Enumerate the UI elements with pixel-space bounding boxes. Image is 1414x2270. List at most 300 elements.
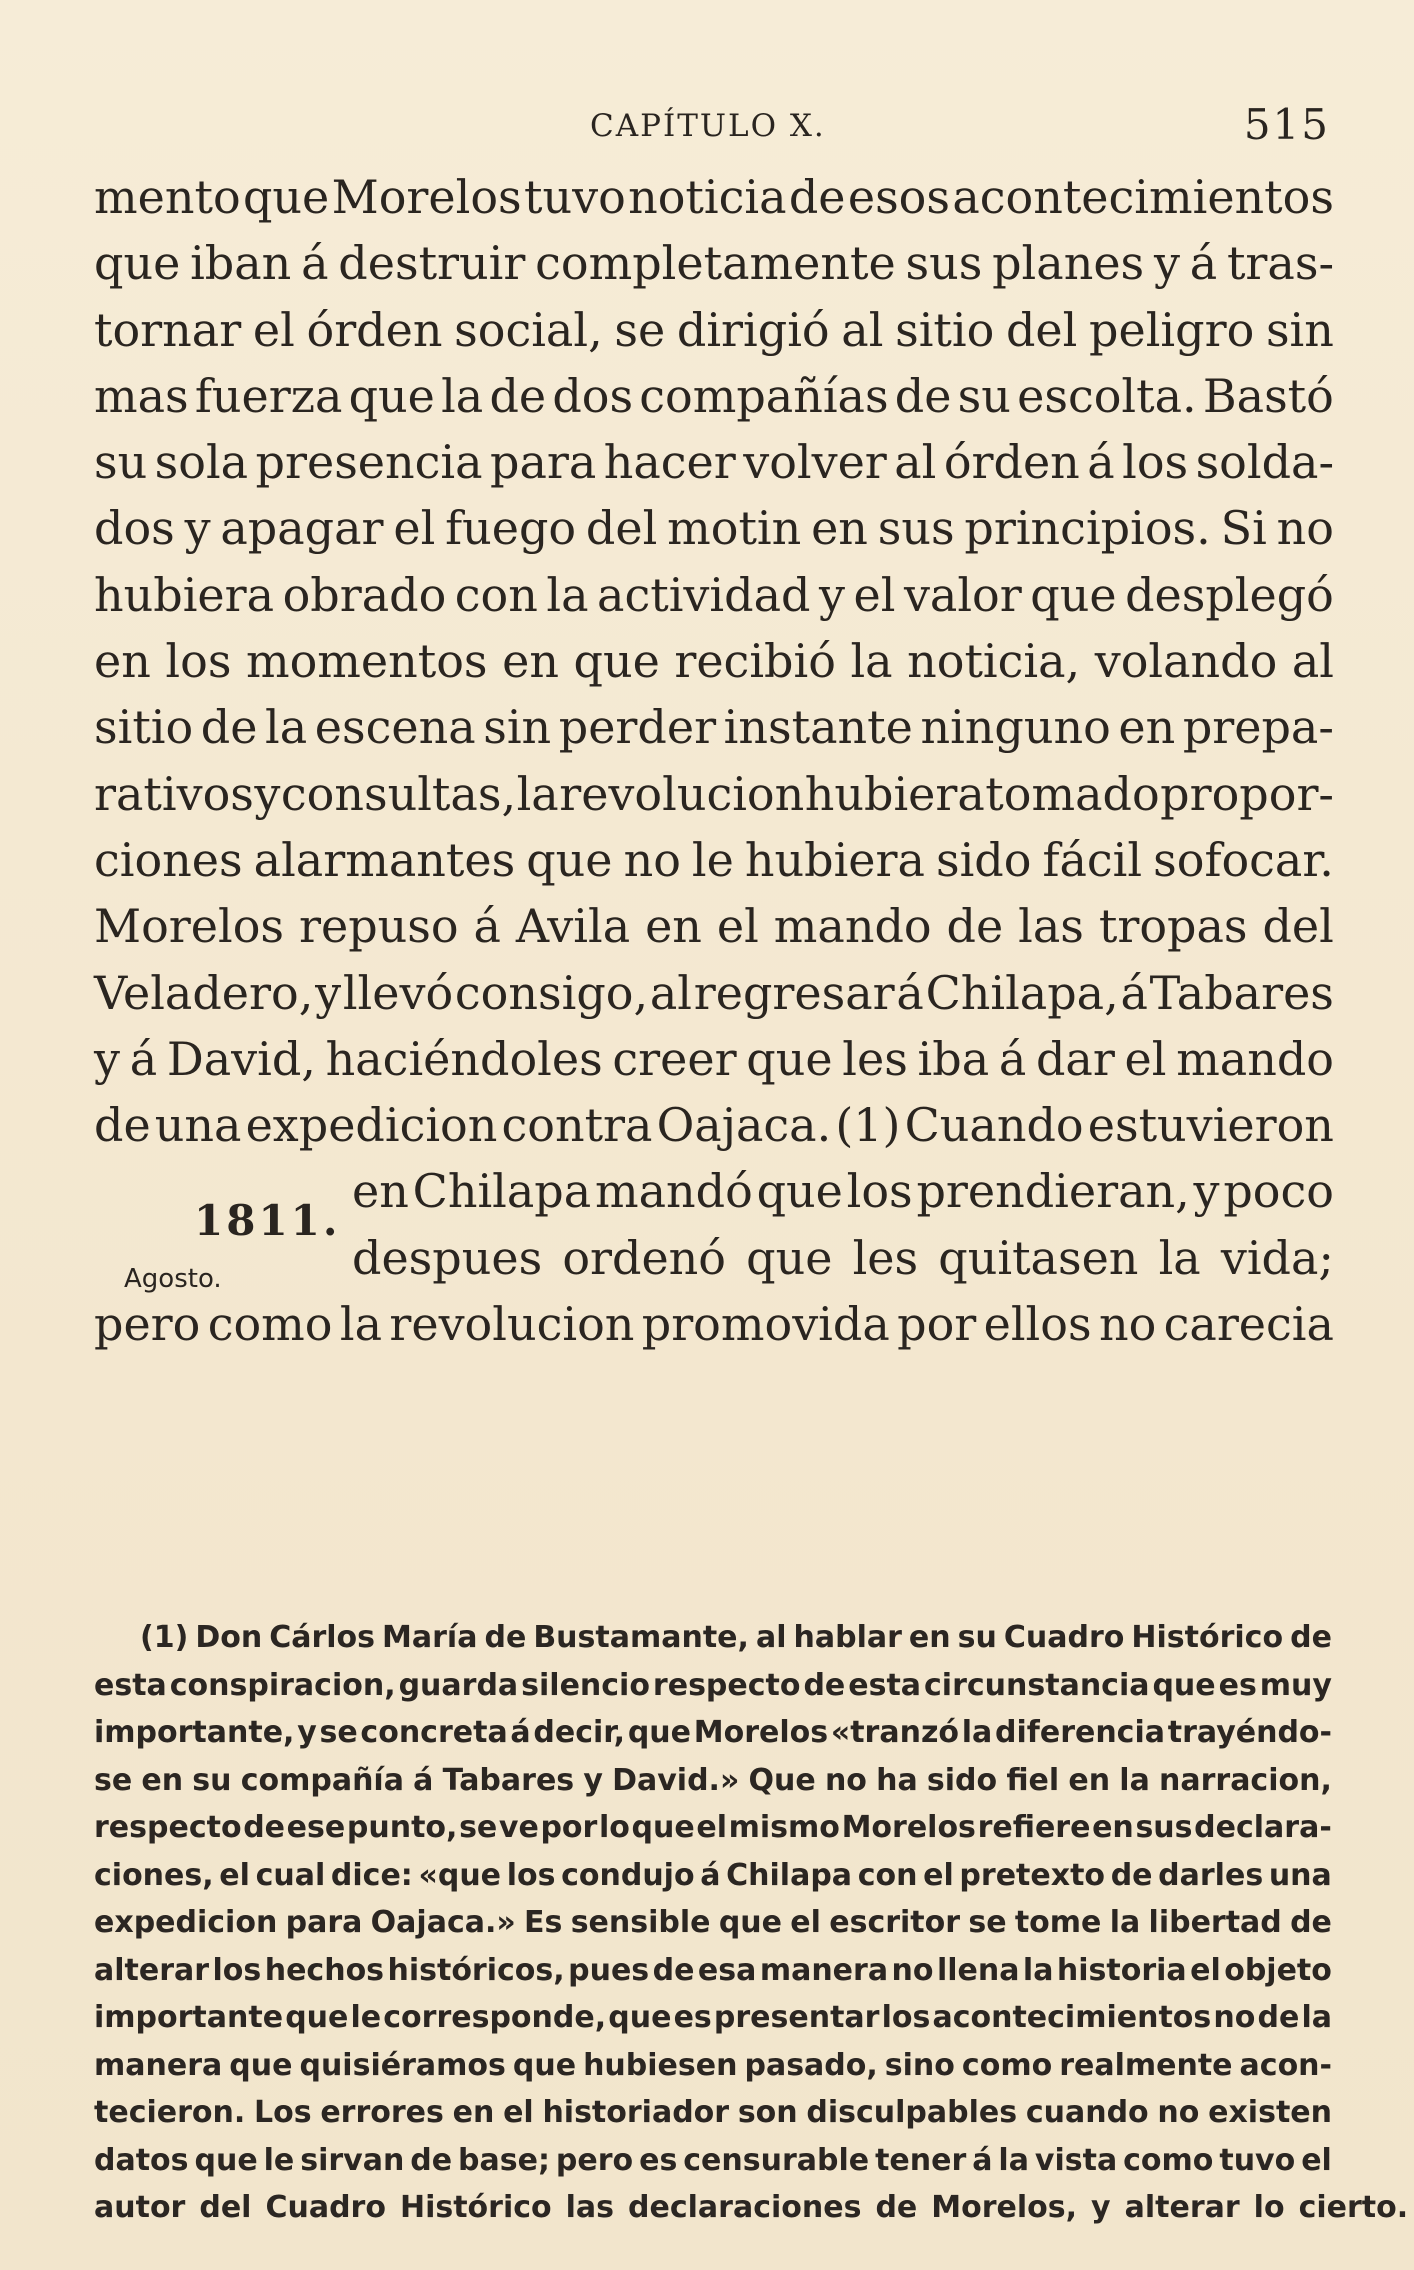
word: manera (94, 2047, 223, 2083)
word: realmente (1059, 2047, 1233, 2083)
word: sino (884, 2047, 955, 2083)
word: una (1268, 1857, 1332, 1893)
word: en (94, 634, 151, 689)
word: tuvo (1219, 2142, 1296, 2178)
word: revolucion (389, 1297, 635, 1352)
word: consigo, (454, 965, 649, 1020)
word: la (265, 700, 308, 755)
word: su (957, 1620, 997, 1655)
word: tras- (1226, 236, 1334, 291)
word: de (946, 899, 1004, 954)
word: conspiracion, (169, 1667, 396, 1703)
word: dirigió (676, 302, 830, 357)
word: al (841, 302, 884, 357)
word: no (1276, 501, 1334, 556)
word: hubiesen (583, 2047, 738, 2083)
word: Los (254, 2095, 312, 2130)
word: Morelos (331, 170, 522, 224)
word: vista (1034, 2142, 1118, 2178)
word: sido (926, 1762, 998, 1798)
footnote-line (94, 1614, 1332, 1662)
word: mandó (594, 1164, 753, 1219)
word: en (352, 1164, 409, 1219)
text-line (94, 495, 1334, 561)
word: trayéndo- (1167, 1715, 1332, 1750)
word: de (200, 700, 258, 755)
word: se (319, 1715, 358, 1750)
word: no (891, 1952, 934, 1988)
word: en (502, 634, 559, 689)
word: mismo (728, 1810, 840, 1845)
footnote-line (94, 1662, 1332, 1710)
word: contra (501, 1098, 653, 1153)
text-line (94, 1026, 1334, 1092)
word: base; (458, 2142, 550, 2178)
word: alterar (94, 1952, 210, 1988)
word: el (716, 899, 759, 954)
word: y (297, 1715, 317, 1750)
word: sido (935, 832, 1032, 887)
word: Oajaca. (656, 1098, 832, 1153)
word: el (503, 2095, 534, 2130)
word: estuvieron (1087, 1098, 1334, 1153)
word: de (788, 170, 846, 224)
word: revolucion (559, 766, 805, 821)
word: tornar (94, 302, 242, 357)
text-line (94, 893, 1334, 959)
word: noticia (628, 170, 787, 224)
word: importante, (94, 1715, 295, 1750)
word: el (393, 501, 436, 556)
footnote-line (94, 1947, 1332, 1995)
word: su (94, 435, 148, 490)
word: en (908, 1620, 951, 1655)
text-line (94, 363, 1334, 429)
word: mando (1176, 1031, 1334, 1086)
word: Chilapa (726, 1857, 853, 1893)
word: se (614, 302, 666, 357)
word: datos (94, 2142, 189, 2178)
word: al (894, 435, 937, 490)
word: de (94, 1098, 151, 1153)
word: perder (558, 700, 717, 755)
word: esos (847, 170, 950, 224)
word: el (853, 567, 896, 622)
word: Bustamante, (533, 1620, 749, 1655)
text-line (94, 562, 1334, 628)
text-line (94, 960, 1334, 1026)
word: solda- (1195, 435, 1334, 490)
word: que (94, 236, 181, 291)
word: no (824, 1762, 867, 1798)
word: volver (743, 435, 887, 490)
word: Tabares (442, 1762, 575, 1798)
word: escena (314, 700, 476, 755)
word: consultas, (280, 766, 517, 821)
word: la (1119, 1762, 1150, 1798)
word: que (746, 1230, 833, 1285)
word: ha (876, 1762, 918, 1798)
word: esta (848, 1667, 922, 1703)
running-head: CAPÍTULO X. (590, 108, 826, 144)
word: de (894, 368, 952, 423)
word: le (691, 832, 734, 887)
word: sitio (895, 302, 995, 357)
word: en (645, 899, 702, 954)
word: vida; (1220, 1230, 1334, 1285)
word: no (623, 832, 681, 887)
footnote-line (94, 1709, 1332, 1757)
word: decir, (533, 1715, 626, 1750)
word: lo (1253, 2190, 1285, 2225)
word: Es (524, 1905, 563, 1940)
word: Morelos, (931, 2190, 1078, 2225)
word: acon- (1239, 2047, 1332, 2083)
word: quitasen (938, 1230, 1139, 1285)
word: llena (936, 1952, 1020, 1988)
word: la (850, 634, 893, 689)
word: á (972, 2142, 993, 2178)
word: muy (1259, 1667, 1332, 1703)
word: y (1091, 2190, 1111, 2225)
word: esta (94, 1667, 167, 1703)
word: el (1190, 1952, 1221, 1988)
word: historia (1056, 1952, 1187, 1988)
word: como (1123, 2142, 1214, 2178)
word: los (1122, 435, 1189, 490)
word: Cuando (904, 1098, 1084, 1153)
word: tomado (985, 766, 1160, 821)
word: que (242, 170, 330, 224)
word: la (1022, 1952, 1054, 1988)
word: momentos (245, 634, 488, 689)
word: las (565, 2190, 615, 2225)
footnote-line (94, 2137, 1332, 2185)
word: principios. (964, 501, 1211, 556)
margin-month: Agosto. (124, 1264, 222, 1294)
word: su (192, 1762, 232, 1798)
word: que (1152, 1667, 1216, 1703)
word: creer (612, 1031, 737, 1086)
word: fácil (1042, 832, 1143, 887)
word: la (546, 567, 589, 622)
text-line (94, 694, 1334, 760)
word: la (339, 1297, 382, 1352)
word: del (1262, 899, 1334, 954)
word: guarda (398, 1667, 519, 1703)
word: acontecimientos (932, 2000, 1212, 2035)
word: la (1109, 1905, 1141, 1940)
word: que (348, 368, 435, 423)
text-line (94, 230, 1334, 296)
word: de (243, 1810, 286, 1845)
word: tuvo (523, 170, 626, 224)
word: no (1098, 1297, 1157, 1352)
word: como (207, 1297, 333, 1352)
word: que (746, 1031, 833, 1086)
word: sola (154, 435, 249, 490)
word: de (1110, 1857, 1153, 1893)
word: es (1218, 1667, 1257, 1703)
word: le (350, 2000, 382, 2035)
word: al (1291, 634, 1334, 689)
word: narracion, (1159, 1762, 1332, 1798)
word: de (803, 1667, 846, 1703)
word: órden (943, 435, 1080, 490)
word: pretexto (959, 1857, 1106, 1893)
word: la (998, 2142, 1029, 2178)
word: «que (418, 1857, 502, 1893)
word: Morelos (841, 1810, 976, 1845)
word: no (1157, 2095, 1200, 2130)
word: prepa- (1182, 700, 1334, 755)
word: las (1018, 899, 1084, 954)
word: respecto (652, 1667, 801, 1703)
word: declara- (1194, 1810, 1332, 1845)
word: que (627, 1715, 691, 1750)
word: una (154, 1098, 242, 1153)
word: á (413, 1762, 434, 1798)
word: de (1257, 2000, 1300, 2035)
word: es (639, 2142, 678, 2178)
footnote-line (94, 2184, 1409, 2232)
footnote-line (94, 2042, 1332, 2090)
word: historiador (542, 2095, 730, 2130)
word: los (165, 634, 232, 689)
word: sus (905, 236, 983, 291)
word: órden (306, 302, 443, 357)
word: del (199, 2190, 252, 2225)
word: escritor (829, 1905, 961, 1940)
word: el (790, 1905, 821, 1940)
word: les (842, 1031, 908, 1086)
word: le (263, 2142, 295, 2178)
word: el (219, 1857, 250, 1893)
word: fuerza (194, 368, 343, 423)
word: Cárlos (269, 1620, 376, 1655)
word: ellos (983, 1297, 1092, 1352)
word: que (756, 1164, 843, 1219)
word: diferencia (995, 1715, 1165, 1750)
word: que (1030, 567, 1117, 622)
word: iba (917, 1031, 990, 1086)
word: apagar (220, 501, 384, 556)
word: compañía (240, 1762, 404, 1798)
word: David, (166, 1031, 316, 1086)
footnote-line (94, 2089, 1332, 2137)
word: Que (748, 1762, 816, 1798)
word: Morelos (94, 899, 285, 954)
word: motin (667, 501, 802, 556)
word: recibió (674, 634, 836, 689)
word: al (649, 965, 692, 1020)
word: á (301, 236, 329, 291)
word: en (811, 501, 868, 556)
word: presencia (255, 435, 483, 490)
page-number: 515 (1243, 100, 1330, 149)
word: les (852, 1230, 919, 1285)
word: en (141, 1762, 184, 1798)
word: se (968, 1905, 1007, 1940)
word: respecto (94, 1810, 242, 1845)
text-line (94, 297, 1334, 363)
word: presentar (713, 2000, 880, 2035)
word: destruir (338, 236, 526, 291)
word: Si (1220, 501, 1267, 556)
word: hubiera (94, 567, 275, 622)
word: disculpables (806, 2095, 1018, 2130)
word: social, (454, 302, 603, 357)
word: que (526, 832, 613, 887)
word: que (631, 1810, 695, 1845)
word: ordenó (562, 1230, 727, 1285)
word: importante (94, 2000, 284, 2035)
word: sensible (570, 1905, 711, 1940)
word: el (252, 302, 295, 357)
word: se (94, 1762, 133, 1798)
word: que (229, 2047, 293, 2083)
word: acontecimientos (952, 170, 1334, 224)
word: tecieron. (94, 2095, 246, 2130)
word: el (923, 1857, 954, 1893)
word: Histórico (1131, 1620, 1284, 1655)
word: sirvan (300, 2142, 405, 2178)
word: cual (255, 1857, 326, 1893)
word: dos (552, 368, 634, 423)
word: actividad (597, 567, 811, 622)
word: el (696, 1810, 727, 1845)
word: y (315, 965, 342, 1020)
word: de (410, 2142, 453, 2178)
word: y (818, 567, 845, 622)
word: prendieran, (916, 1164, 1190, 1219)
word: con (857, 1857, 918, 1893)
word: que (573, 634, 660, 689)
word: á (998, 1031, 1027, 1086)
word: desplegó (1125, 567, 1334, 622)
word: de (489, 368, 547, 423)
word: Bastó (1202, 368, 1334, 423)
word: Chilapa, (925, 965, 1119, 1020)
footnote-line (94, 1757, 1332, 1805)
word: compañías (639, 368, 889, 423)
word: existen (1208, 2095, 1332, 2130)
word: la (516, 766, 559, 821)
word: de (1290, 1620, 1332, 1655)
word: que (512, 2047, 577, 2083)
word: obrado (282, 567, 447, 622)
word: hacer (603, 435, 736, 490)
word: haciéndoles (325, 1031, 603, 1086)
text-line (94, 827, 1334, 893)
word: el (1124, 1031, 1167, 1086)
word: históricos, (387, 1952, 565, 1988)
main-text (94, 164, 1334, 1357)
word: pero (94, 1297, 201, 1352)
word: Oajaca.» (370, 1905, 516, 1940)
word: tener (875, 2142, 967, 2178)
word: (1) (835, 1098, 901, 1153)
word: la (1158, 1230, 1201, 1285)
text-line (94, 628, 1334, 694)
word: dice: (330, 1857, 413, 1893)
page-header (590, 100, 1330, 160)
footnote-line (94, 1899, 1332, 1947)
word: la (961, 1715, 993, 1750)
word: á (510, 1715, 531, 1750)
word: á (1120, 965, 1148, 1020)
word: de (1290, 1905, 1332, 1940)
word: libertad (1148, 1905, 1282, 1940)
word: y (254, 766, 281, 821)
word: como (961, 2047, 1053, 2083)
text-line (94, 164, 1334, 230)
word: alterar (1124, 2190, 1240, 2225)
word: mento (94, 170, 241, 224)
word: objeto (1224, 1952, 1332, 1988)
word: dar (1035, 1031, 1115, 1086)
word: poco (1223, 1164, 1334, 1219)
word: hablar (793, 1620, 902, 1655)
word: al (755, 1620, 787, 1655)
word: en (1118, 700, 1176, 755)
word: condujo (561, 1857, 695, 1893)
word: volando (1094, 634, 1278, 689)
word: los (846, 1164, 913, 1219)
word: de (652, 1952, 695, 1988)
footnote-line (94, 1804, 1332, 1852)
word: sitio (94, 700, 194, 755)
word: el (1301, 2142, 1332, 2178)
word: Avila (515, 899, 631, 954)
word: despues (352, 1230, 543, 1285)
word: á (473, 899, 501, 954)
word: escolta. (1017, 368, 1197, 423)
word: rativos (94, 766, 254, 821)
word: planes (992, 236, 1145, 291)
margin-note (94, 1196, 341, 1336)
word: María (382, 1620, 478, 1655)
word: pues (568, 1952, 650, 1988)
word: que (285, 2000, 349, 2035)
word: sin (1265, 302, 1334, 357)
text-line (94, 1092, 1334, 1158)
word: con (454, 567, 538, 622)
word: pero (555, 2142, 634, 2178)
footnote (94, 1614, 1409, 2232)
word: la (441, 368, 484, 423)
word: á (1087, 435, 1115, 490)
word: autor (94, 2190, 186, 2225)
word: lo (598, 1810, 630, 1845)
word: tome (1014, 1905, 1102, 1940)
word: se (459, 1810, 498, 1845)
word: peligro (1089, 302, 1255, 357)
word: son (737, 2095, 798, 2130)
word: los (881, 2000, 931, 2035)
word: sin (483, 700, 552, 755)
word: ve (498, 1810, 539, 1845)
word: para (285, 1905, 363, 1940)
word: para (490, 435, 597, 490)
word: declaraciones (628, 2190, 862, 2225)
word: quisiéramos (299, 2047, 506, 2083)
word: noticia, (907, 634, 1081, 689)
word: Cuadro (1003, 1620, 1125, 1655)
word: repuso (298, 899, 459, 954)
word: tropas (1098, 899, 1248, 954)
word: regresar (693, 965, 895, 1020)
